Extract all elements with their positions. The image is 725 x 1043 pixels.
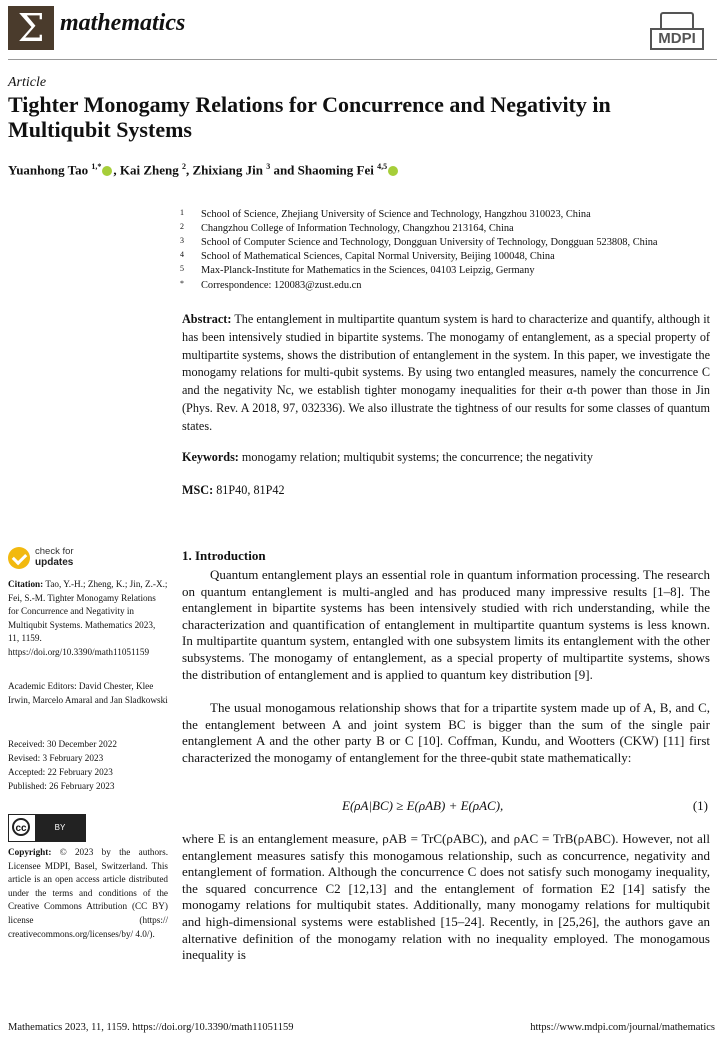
paragraph: Quantum entanglement plays an essential role in quantum information processing. The research on quantum entanglement is multi-angled and has produced many impressive results [1–8]. The entanglement in bipartite systems has been intensively studied with rich understanding, while the characterization and quantification of entanglement in multipartite quantum systems is less known. In multipartite quantum system, entangled with one subsystem limits its entanglement with the other subsystems. The monogamy of entanglement, as a special property of multipartite systems, shows the distribution of entanglement and is applied to quantum key distribution [9]. xyxy=(182,567,710,682)
msc-label: MSC: xyxy=(182,483,214,497)
check-label-1: check for xyxy=(35,546,74,557)
abstract xyxy=(182,311,710,436)
mdpi-hexagon-icon xyxy=(660,12,694,28)
citation-block xyxy=(8,578,168,660)
equation-body: E(ρA|BC) ≥ E(ρAB) + E(ρAC), xyxy=(342,798,504,813)
author-affil: 2 xyxy=(181,162,186,171)
date-revised: Revised: 3 February 2023 xyxy=(8,753,104,763)
journal-name: mathematics xyxy=(60,10,186,36)
author-name: Kai Zheng xyxy=(119,162,179,178)
cc-by-badge[interactable] xyxy=(8,814,86,842)
author-list: Yuanhong Tao $^{1,*}$ , Kai Zheng $^2$, Zhixiang Jin $^3$ and Shaoming Fei $^{4,5}$ xyxy=(8,162,399,178)
academic-editors: Academic Editors: David Chester, Klee Irwin, Marcelo Amaral and Jan Sladkowski xyxy=(8,681,168,705)
by-icon: BY xyxy=(35,815,85,841)
publisher-logo xyxy=(650,12,704,48)
check-for-updates[interactable] xyxy=(8,547,108,571)
date-accepted: Accepted: 22 February 2023 xyxy=(8,767,113,777)
author-name: Yuanhong Tao xyxy=(8,162,89,178)
cc-icon: cc xyxy=(12,818,30,836)
orcid-icon[interactable] xyxy=(388,166,398,176)
footer-citation[interactable]: Mathematics 2023, 11, 1159. https://doi.org/10.3390/math11051159 xyxy=(8,1022,294,1033)
check-icon xyxy=(8,547,30,569)
abstract-label: Abstract: xyxy=(182,312,232,326)
equation-number: (1) xyxy=(692,798,708,813)
author-name: Zhixiang Jin xyxy=(192,162,263,178)
msc-text: 81P40, 81P42 xyxy=(216,483,285,497)
author-name: Shaoming Fei xyxy=(297,162,374,178)
copyright-block xyxy=(8,846,168,941)
msc xyxy=(182,483,710,498)
author-affil: 1,* xyxy=(91,162,102,171)
citation-label: Citation: xyxy=(8,579,44,589)
copyright-text: © 2023 by the authors. Licensee MDPI, Basel, Switzerland. This article is an open access article distributed under the terms and conditions of the Creative Commons Attribution (CC BY) license (https:// creativecommons.org/licenses/by/ 4.0/). xyxy=(8,847,168,939)
header-rule xyxy=(8,59,717,60)
date-received: Received: 30 December 2022 xyxy=(8,739,117,749)
keywords-label: Keywords: xyxy=(182,450,239,464)
citation-text: Tao, Y.-H.; Zheng, K.; Jin, Z.-X.; Fei, S.-M. Tighter Monogamy Relations for Concurrence and Negativity in Multiqubit Systems. Mathematics 2023, 11, 1159. https://doi.org/10.3390/math11051159 xyxy=(8,579,168,657)
date-published: Published: 26 February 2023 xyxy=(8,781,115,791)
abstract-text: The entanglement in multipartite quantum system is hard to characterize and quantify, although it has been intensively studied in bipartite systems. The monogamy of entanglement, as a special property of multipartite systems, shows the distribution of entanglement in the system. In this paper, we investigate the monogamy relations for multi-qubit systems. By using two entangled measures, namely the concurrence C and the negativity Nc, we establish tighter monogamy inequalities for their α-th power than those in Jin (Phys. Rev. A 2018, 97, 032336). We also illustrate the tightness of our results for some classes of quantum states. xyxy=(182,312,711,433)
author-affil: 3 xyxy=(266,162,271,171)
check-label-2: updates xyxy=(35,557,74,568)
section-heading: 1. Introduction xyxy=(182,548,266,563)
author-affil: 4,5 xyxy=(377,162,388,171)
footer-journal-url[interactable]: https://www.mdpi.com/journal/mathematics xyxy=(530,1022,715,1033)
keywords xyxy=(182,450,710,465)
journal-logo: Σ xyxy=(8,6,54,50)
copyright-label: Copyright: xyxy=(8,847,52,857)
paragraph: where E is an entanglement measure, ρAB = TrC(ρABC), and ρAC = TrB(ρABC). However, not all entanglement measures satisfy this monogamous relationship, such as concurrence, negativity and entanglement of formation. Although the concurrence C does not satisfy such monogamy inequality, the squared concurrence C2 [12,13] and the entanglement of formation E2 [14] satisfy the monogamy relations for multiqubit states. Additionally, many monogamy relations for multiqubit and high-dimensional systems were established [15–24]. Recently, in [25,26], the authors gave an alternative definition of the monogamy relation with no inequality employed. The monogamous inequality is xyxy=(182,831,710,963)
paper-title: Tighter Monogamy Relations for Concurrence and Negativity in Multiqubit Systems xyxy=(8,92,611,142)
publisher-name: MDPI xyxy=(650,28,704,50)
article-type: Article xyxy=(8,75,47,90)
keywords-text: monogamy relation; multiqubit systems; the concurrence; the negativity xyxy=(241,450,593,464)
paragraph: The usual monogamous relationship shows that for a tripartite system made up of A, B, and C, the entanglement between A and joint system BC is bigger than the sum of the single pair entanglement A and the other party B or C [10]. Coffman, Kundu, and Wootters (CKW) [11] first characterized the monogamy of entanglement for the three-qubit state mathematically: xyxy=(182,700,710,765)
orcid-icon[interactable] xyxy=(102,166,112,176)
